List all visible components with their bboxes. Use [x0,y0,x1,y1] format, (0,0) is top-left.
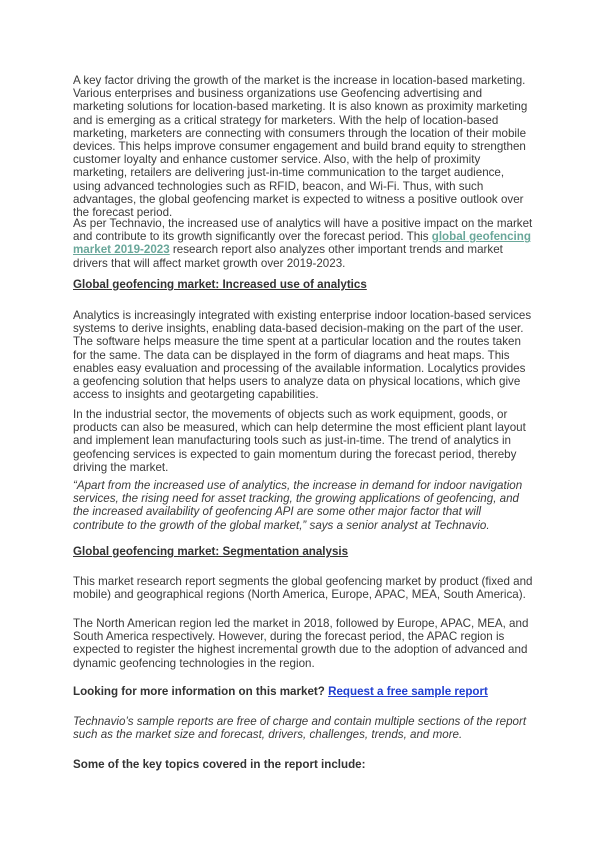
paragraph-sample-reports: Technavio’s sample reports are free of charge and contain multiple sections of the report such as the market size and forecast, drivers, challenges, trends, and more. [73,715,527,742]
report-link[interactable]: global geofencing market 2019-2023 [73,230,531,257]
analyst-quote [73,479,535,532]
quote-attribution: says a senior analyst at Technavio. [306,518,490,532]
cta-text: Looking for more information on this market? [73,685,329,698]
paragraph-north-america: The North American region led the market in 2018, followed by Europe, APAC, MEA, and South America respectively. However, during the forecast period, the APAC region is expected to register the highest incremental growth due to the adoption of advanced and dynamic geofencing technologies in the region. [73,617,529,670]
paragraph-technavio-analytics [73,217,535,270]
section-heading-analytics: Global geofencing market: Increased use of analytics [73,278,367,291]
paragraph-location-marketing: A key factor driving the growth of the market is the increase in location-based marketing. Various enterprises and business organizations use Geofencing advertising and marketing solutions for location-based marketing. It is also known as proximity marketing and is emerging as a critical strategy for marketers. With the help of location-based marketing, marketers are connecting with consumers through the location of their mobile devices. This helps improve consumer engagement and build brand equity to strengthen customer loyalty and enhance customer service. Also, with the help of proximity marketing, retailers are delivering just-in-time communication to the target audience, using advanced technologies such as RFID, beacon, and Wi-Fi. Thus, with such advantages, the global geofencing market is expected to witness a positive outlook over the forecast period. [73,74,528,220]
quote-text: “Apart from the increased use of analytics, the increase in demand for indoor navigation services, the rising need for asset tracking, the growing applications of geofencing, and the increased availability of geofencing API are some other major factor that will contribute to the growth of the global market,” [73,479,523,532]
paragraph-segmentation: This market research report segments the global geofencing market by product (fixed and mobile) and geographical regions (North America, Europe, APAC, MEA, South America). [73,575,533,602]
paragraph-text-before-link: As per Technavio, the increased use of analytics will have a positive impact on the market and contribute to its growth significantly over the forecast period. This [73,217,533,244]
paragraph-industrial-sector: In the industrial sector, the movements of objects such as work equipment, goods, or products can also be measured, which can help determine the most efficient plant layout and implement lean manufacturing tools such as just-in-time. The trend of analytics in geofencing services is expected to gain momentum during the forecast period, thereby driving the market. [73,408,526,474]
paragraph-analytics-integration: Analytics is increasingly integrated with existing enterprise indoor location-based services systems to derive insights, enabling data-based decision-making on the part of the user. The software helps measure the time spent at a particular location and the routes taken for the same. The data can be displayed in the form of diagrams and heat maps. This enables easy evaluation and processing of the available information. Localytics provides a geofencing solution that helps users to analyze data on physical locations, which give access to insights and geotargeting capabilities. [73,309,532,402]
paragraph-text-after-link: research report also analyzes other important trends and market drivers that will affect market growth over 2019-2023. [73,243,503,270]
sample-report-link[interactable]: Request a free sample report [328,685,488,698]
key-topics-heading: Some of the key topics covered in the report include: [73,758,366,771]
sample-report-cta [73,685,488,698]
section-heading-segmentation: Global geofencing market: Segmentation analysis [73,545,349,558]
